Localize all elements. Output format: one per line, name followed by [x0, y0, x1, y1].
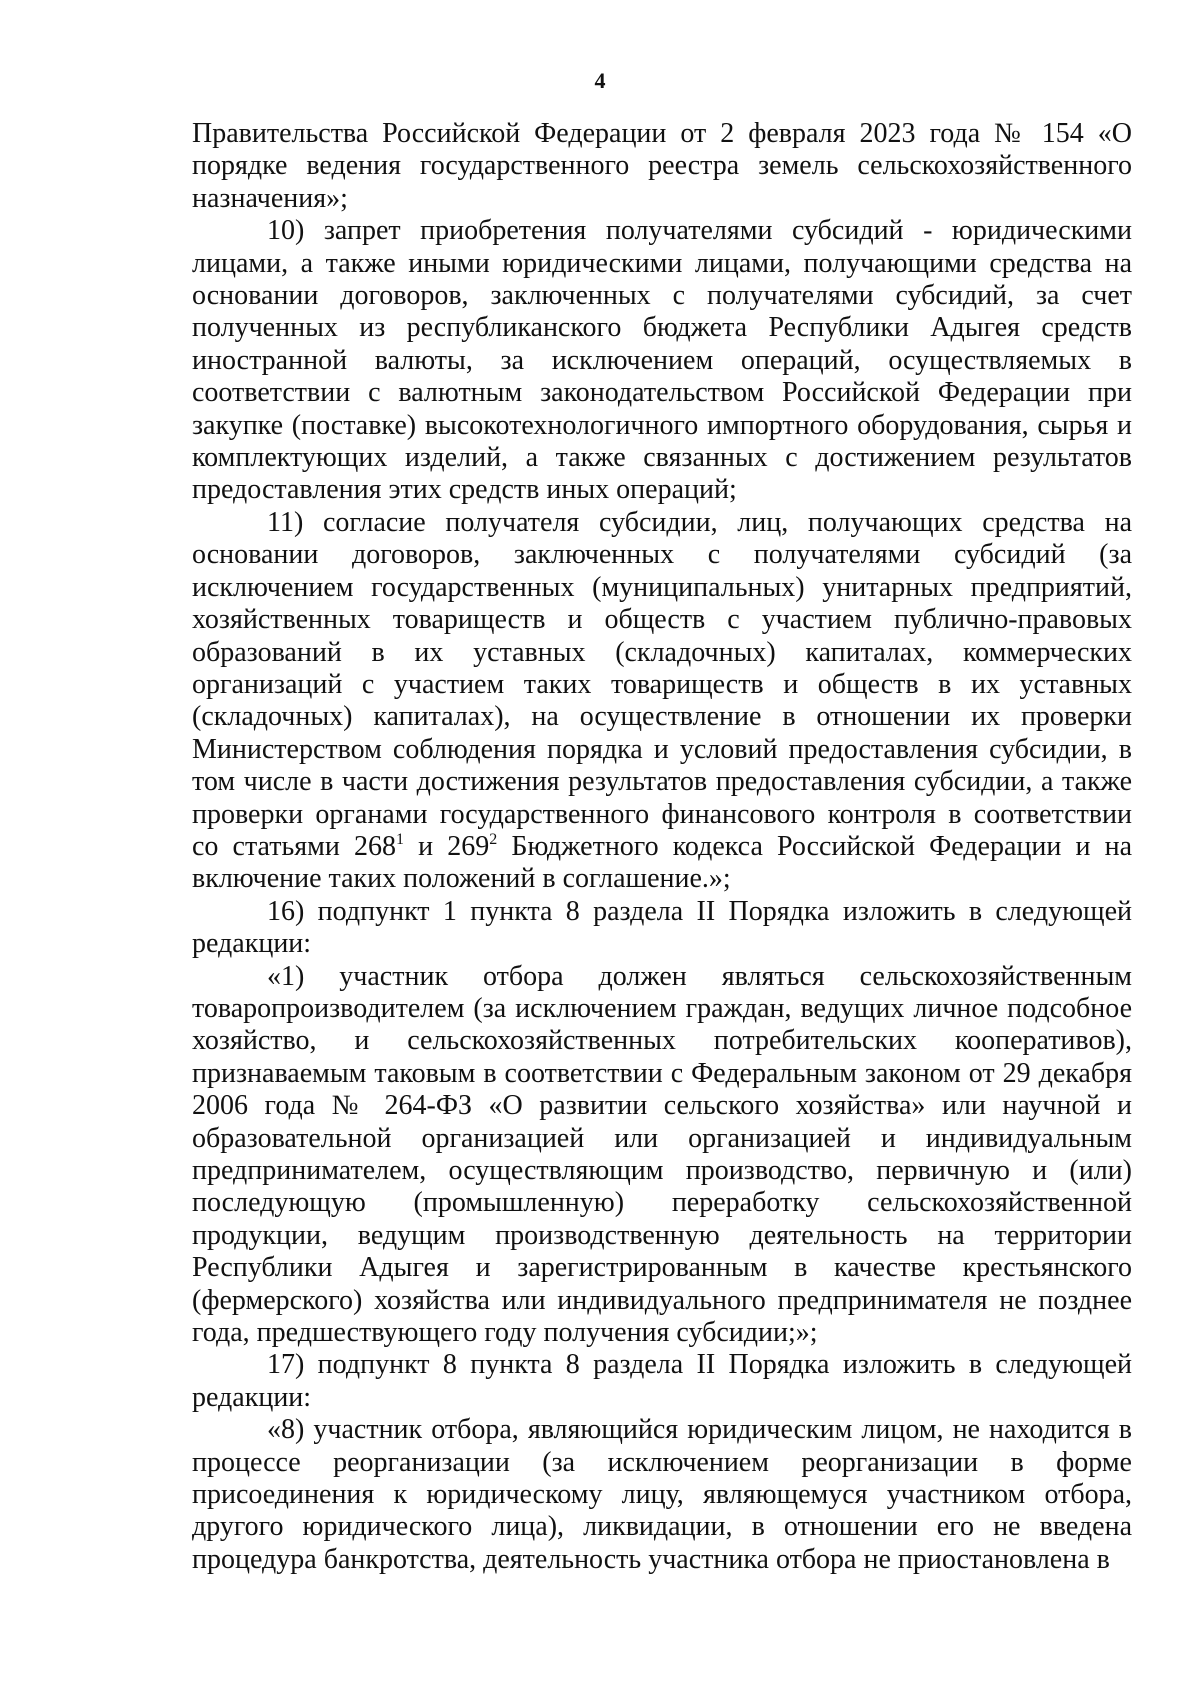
page-number: 4	[594, 68, 606, 93]
paragraph-item-11-text-c: Бюджетного кодекса Российской Федерации и на включение таких положений в соглашение.»;	[192, 830, 1132, 895]
paragraph-item-11-text-b: и 269	[403, 830, 490, 862]
paragraph-subitem-8: «8) участник отбора, являющийся юридическим лицом, не находится в процессе реорганизации (за исключением реорганизации в форме присоединения к юридическому лицу, являющемуся участником отбора, другого юридического лица), ликвидации, в отношении его не введена процедура банкротства, деятельность участника отбора не приостановлена в	[192, 1414, 1132, 1575]
paragraph-continuation: Правительства Российской Федерации от 2 февраля 2023 года № 154 «О порядке ведения государственного реестра земель сельскохозяйственного назначения»;	[192, 118, 1132, 214]
paragraph-item-11-text-a: 11) согласие получателя субсидии, лиц, получающих средства на основании договоров, заключенных с получателями субсидий (за исключением государственных (муниципальных) унитарных предприятий, хозяйственных товариществ и обществ с участием публично-правовых образований в их уставных (складочных) капиталах, коммерческих организаций с участием таких товариществ и обществ в их уставных (складочных) капиталах), на осуществление в отношении их проверки Министерством соблюдения порядка и условий предоставления субсидии, в том числе в части достижения результатов предоставления субсидии, а также проверки органами государственного финансового контроля в соответствии со статьями 268	[192, 506, 1132, 862]
superscript-article-268: 1	[395, 830, 404, 848]
paragraph-item-10: 10) запрет приобретения получателями субсидий - юридическими лицами, а также иными юридическими лицами, получающими средства на основании договоров, заключенных с получателями субсидий, за счет полученных из республиканского бюджета Республики Адыгея средств иностранной валюты, за исключением операций, осуществляемых в соответствии с валютным законодательством Российской Федерации при закупке (поставке) высокотехнологичного импортного оборудования, сырья и комплектующих изделий, а также связанных с достижением результатов предоставления этих средств иных операций;	[192, 215, 1132, 506]
paragraph-item-17: 17) подпункт 8 пункта 8 раздела II Порядка изложить в следующей редакции:	[192, 1349, 1132, 1413]
document-body	[192, 118, 1132, 1576]
superscript-article-269: 2	[489, 830, 498, 848]
paragraph-subitem-1: «1) участник отбора должен являться сельскохозяйственным товаропроизводителем (за исключением граждан, ведущих личное подсобное хозяйство, и сельскохозяйственных потребительских кооперативов), признаваемым таковым в соответствии с Федеральным законом от 29 декабря 2006 года № 264-ФЗ «О развитии сельского хозяйства» или научной и образовательной организацией или организацией и индивидуальным предпринимателем, осуществляющим производство, первичную и (или) последующую (промышленную) переработку сельскохозяйственной продукции, ведущим производственную деятельность на территории Республики Адыгея и зарегистрированным в качестве крестьянского (фермерского) хозяйства или индивидуального предпринимателя не позднее года, предшествующего году получения субсидии;»;	[192, 960, 1132, 1349]
paragraph-item-16: 16) подпункт 1 пункта 8 раздела II Порядка изложить в следующей редакции:	[192, 895, 1132, 960]
paragraph-item-11	[192, 507, 1132, 896]
